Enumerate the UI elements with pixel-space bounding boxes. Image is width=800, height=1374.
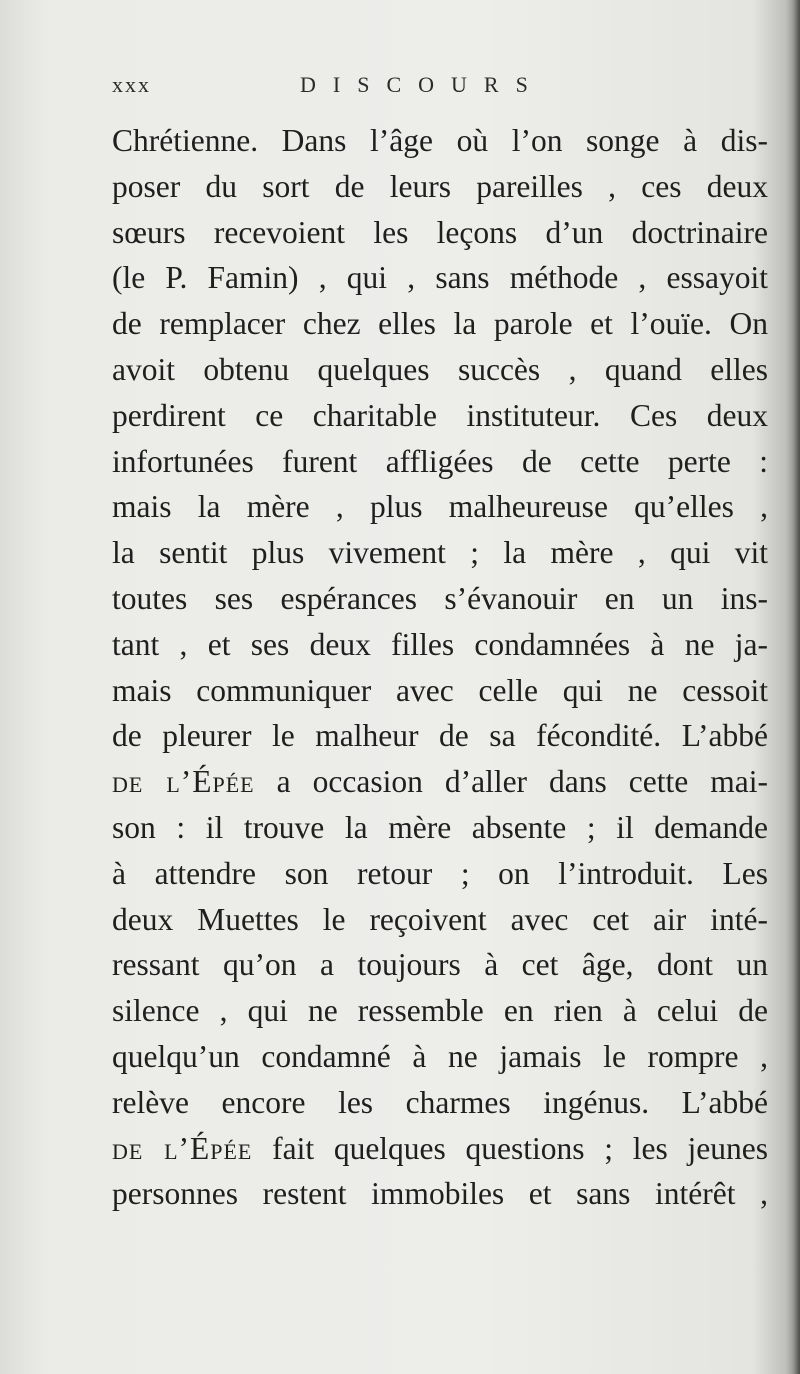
body-text — [112, 118, 768, 1217]
text-line: (le P. Famin) , qui , sans méthode , essayoit — [112, 260, 768, 296]
text-line: ressant qu’on a toujours à cet âge, dont un — [112, 947, 768, 983]
text-line: poser du sort de leurs pareilles , ces deux — [112, 168, 768, 204]
running-title: DISCOURS — [300, 72, 545, 97]
text-line: tant , et ses deux filles condamnées à ne ja- — [112, 626, 768, 662]
text-line: relève encore les charmes ingénus. L’abbé — [112, 1084, 768, 1120]
text-line: silence , qui ne ressemble en rien à celui de — [112, 993, 768, 1029]
text-line: avoit obtenu quelques succès , quand elles — [112, 351, 768, 387]
page-edge-shadow — [786, 0, 800, 1374]
text-line: son : il trouve la mère absente ; il demande — [112, 809, 768, 845]
text-line: perdirent ce charitable instituteur. Ces deux — [112, 397, 768, 433]
text-line: à attendre son retour ; on l’introduit. Les — [112, 855, 768, 891]
text-line: la sentit plus vivement ; la mère , qui vit — [112, 535, 768, 571]
text-line: personnes restent immobiles et sans intérêt , — [112, 1176, 768, 1212]
text-line: Chrétienne. Dans l’âge où l’on songe à dis- — [112, 123, 768, 158]
text-line: mais la mère , plus malheureuse qu’elles , — [112, 489, 768, 525]
text-line: sœurs recevoient les leçons d’un doctrinaire — [112, 214, 768, 250]
text-line — [112, 759, 768, 805]
text-line — [112, 1126, 768, 1172]
text-line: toutes ses espérances s’évanouir en un ins- — [112, 580, 768, 616]
running-head — [112, 72, 772, 104]
text-line: infortunées furent affligées de cette perte : — [112, 443, 768, 479]
small-caps-name: de l’Épée — [112, 764, 255, 800]
text-line: de remplacer chez elles la parole et l’ouïe. On — [112, 306, 768, 342]
text-line: de pleurer le malheur de sa fécondité. L’abbé — [112, 718, 768, 754]
line-rest: a occasion d’aller dans cette mai- — [254, 764, 768, 800]
text-line: deux Muettes le reçoivent avec cet air inté- — [112, 901, 768, 937]
text-line: quelqu’un condamné à ne jamais le rompre , — [112, 1038, 768, 1074]
page-number: xxx — [112, 72, 151, 97]
small-caps-name: de l’Épée — [112, 1130, 253, 1166]
text-line: mais communiquer avec celle qui ne cessoit — [112, 672, 768, 708]
line-rest: fait quelques questions ; les jeunes — [252, 1130, 768, 1166]
